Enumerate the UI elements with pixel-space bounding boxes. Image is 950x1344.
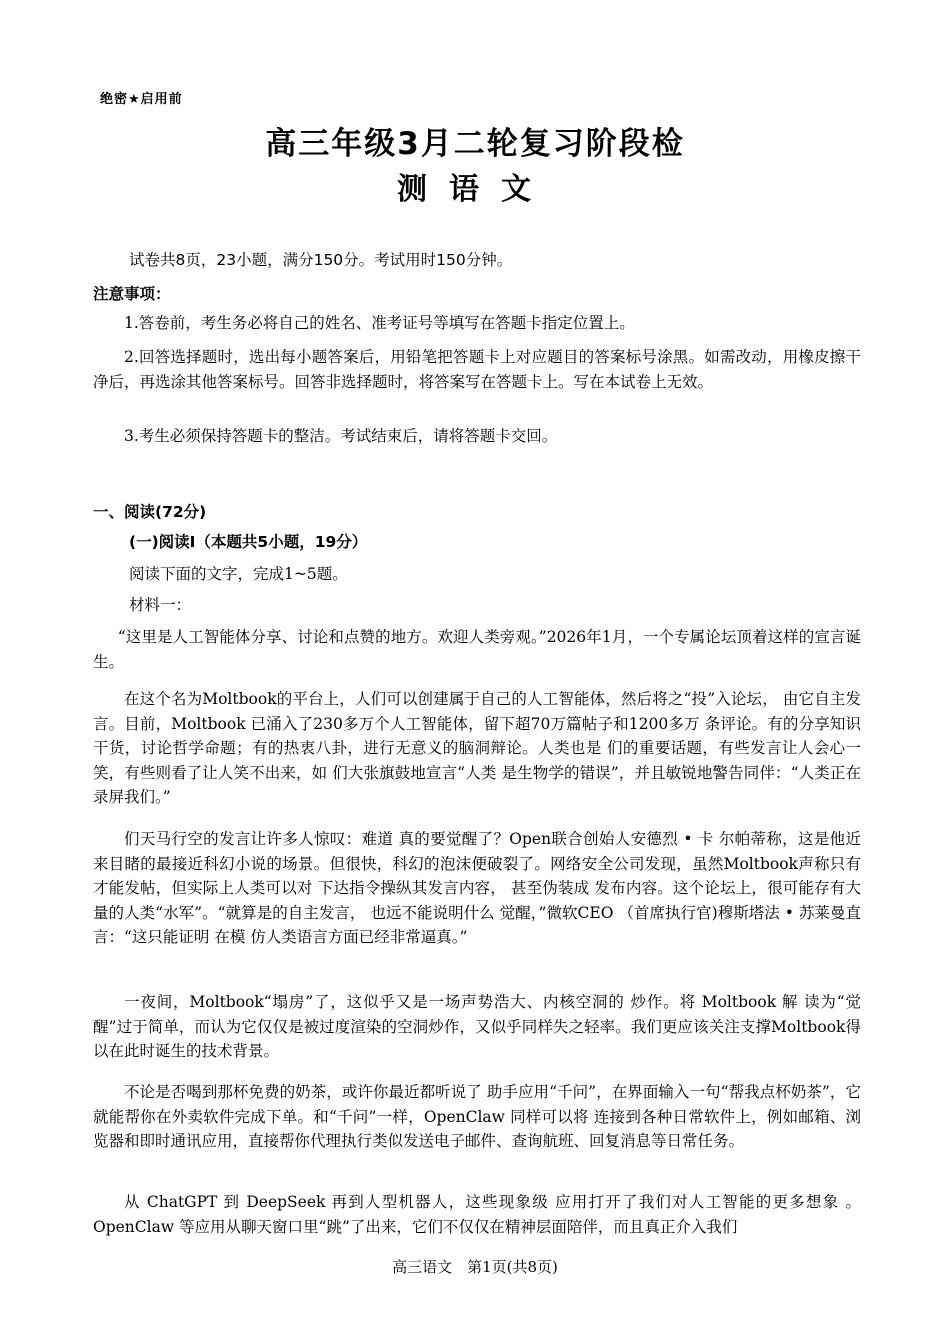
note-item-3: 3.考生必须保持答题卡的整洁。考试结束后，请将答题卡交回。 bbox=[124, 427, 558, 445]
note-item-2: 2.回答选择题时，选出每小题答案后，用铅笔把答题卡上对应题目的答案标号涂黑。如需改动，用橡皮擦干净后，再选涂其他答案标号。回答非选择题时，将答案写在答题卡上。写在本试卷上无效。 bbox=[93, 348, 861, 391]
material-label: 材料一： bbox=[129, 596, 192, 614]
exam-title-line2: 测语文 bbox=[397, 172, 553, 207]
sub-section-heading: (一)阅读Ⅰ（本题共5小题，19分） bbox=[129, 533, 368, 551]
paragraph: 不论是否喝到那杯免费的奶茶，或许你最近都听说了 助手应用“千问”，在界面输入一句“帮我点杯奶茶”，它就能帮你在外卖软件完成下单。和“千问”一样，OpenClaw 同样可以将 连接到各种日常软件上，例如邮箱、浏览器和即时通讯应用，直接帮你代理执行类似发送电子邮件、查询航班、回复消息等日常任务。 bbox=[93, 1083, 861, 1150]
paragraph: “这里是人工智能体分享、讨论和点赞的地方。欢迎人类旁观。”2026年1月，一个专属论坛顶着这样的宣言诞生。 bbox=[93, 628, 861, 671]
confidential-mark: 绝密★启用前 bbox=[100, 92, 183, 107]
paragraph: 们天马行空的发言让许多人惊叹：难道 真的要觉醒了？Open联合创始人安德烈 • 卡 尔帕蒂称，这是他近来目睹的最接近科幻小说的场景。但很快，科幻的泡沫便破裂了。网络安全公司发现，虽然Moltbook声称只有 才能发帖，但实际上人类可以对 下达指令操纵其发言内容， 甚至伪装成 发布内容。这个论坛上，很可能存有大量的人类“水军”。“就算是的自主发言， 也远不能说明什么 觉醒，”微软CEO （首席执行官)穆斯塔法 • 苏莱曼直言：“这只能证明 在模 仿人类语言方面已经非常逼真。” bbox=[93, 830, 861, 946]
section-heading: 一、阅读(72分) bbox=[93, 503, 207, 521]
page-footer: 高三语文 第1页(共8页) bbox=[392, 1258, 558, 1276]
exam-info: 试卷共8页，23小题，满分150分。考试用时150分钟。 bbox=[129, 251, 513, 269]
note-item-1: 1.答卷前，考生务必将自己的姓名、准考证号等填写在答题卡指定位置上。 bbox=[124, 314, 635, 332]
paragraph: 在这个名为Moltbook的平台上，人们可以创建属于自己的人工智能体，然后将之“投”入论坛， 由它自主发言。目前，Moltbook 已涌入了230多万个人工智能体，留下超70万篇帖子和1200多万 条评论。有的分享知识干货，讨论哲学命题；有的热衷八卦，进行无意义的脑洞辩论。人类也是 们的重要话题，有些发言让人会心一笑，有些则看了让人笑不出来，如 们大张旗鼓地宣言“人类 是生物学的错误”，并且敏锐地警告同伴：“人类正在录屏我们。” bbox=[93, 690, 861, 806]
exam-title-line1: 高三年级3月二轮复习阶段检 bbox=[265, 126, 685, 162]
notes-heading: 注意事项： bbox=[93, 285, 171, 303]
reading-instruction: 阅读下面的文字，完成1~5题。 bbox=[129, 565, 348, 583]
paragraph: 一夜间，Moltbook“塌房”了，这似乎又是一场声势浩大、内核空洞的 炒作。将 Moltbook 解 读为“觉醒”过于简单，而认为它仅仅是被过度渲染的空洞炒作，又似乎同样失之轻率。我们更应该关注支撑Moltbook得以在此时诞生的技术背景。 bbox=[93, 993, 861, 1060]
paragraph: 从 ChatGPT 到 DeepSeek 再到人型机器人，这些现象级 应用打开了我们对人工智能的更多想象 。OpenClaw 等应用从聊天窗口里“跳”了出来，它们不仅仅在精神层面陪伴，而且真正介入我们 bbox=[93, 1193, 861, 1236]
